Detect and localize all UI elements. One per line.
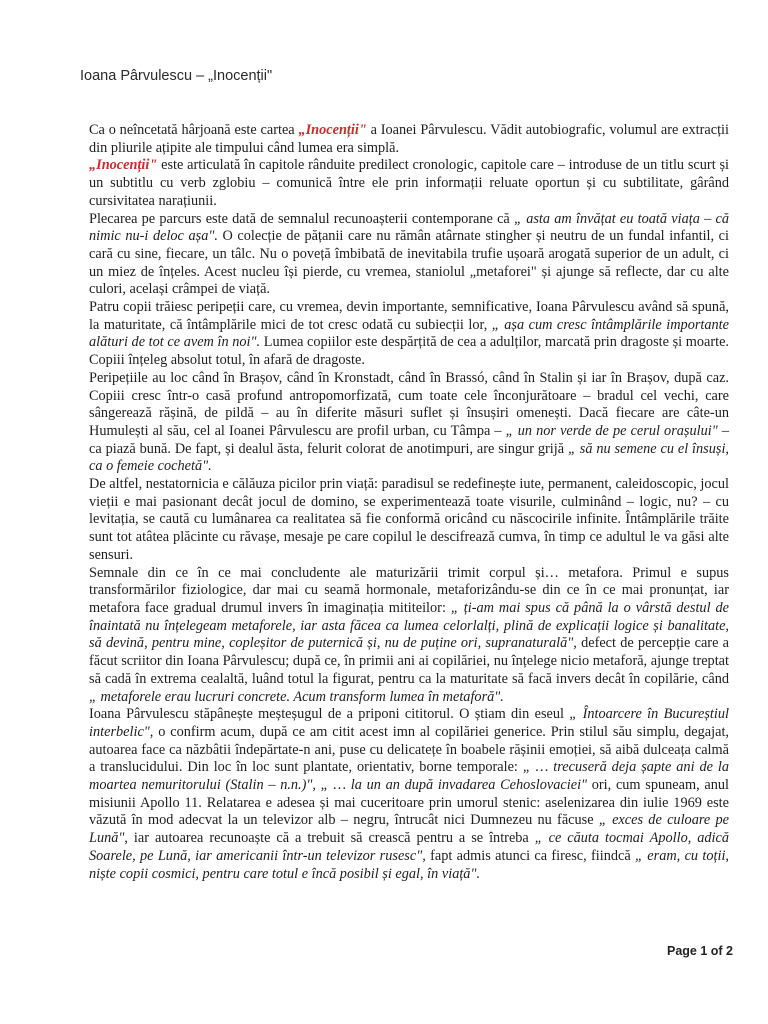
paragraph [89,122,729,157]
paragraph [89,211,729,300]
document-body [89,122,729,883]
paragraph [89,157,729,210]
text-run: , o confirm acum, după ce am citit acest imn al copilăriei generice. Prin stilul său simplu, degajat, autoarea face ca năzbâtii îndepărtate-n ani, puse cu delicatețe în boabele rășinii emoției, să aibă dulceața calmă a translucidului. Din loc în loc sunt plantate, orientativ, borne temporale: [89,723,729,776]
text-run: Plecarea pe parcurs este dată de semnalul recunoașterii contemporane că [89,210,515,227]
book-title-highlight: „Inocenții" [298,122,367,138]
book-title-highlight: „Inocenții" [89,157,158,174]
text-run: ori, cum spuneam, anul misiunii Apollo 11. Relatarea e adesea și mai cuceritoare prin umorul stenic: aselenizarea din iulie 1969 este văzută în mod adecvat la un televizor alb – negru, întrucât nici Dumnezeu nu făcuse [89,777,729,829]
text-run: Semnale din ce în ce mai concludente ale maturizării trimit corpul și… metafora. Primul e supus transformărilor fiziologice, dar mai cu seamă hormonale, metaforizându-se din ce în ce mai pronunțat, iar metafora face gradual drumul invers în imaginația mititeilor: [89,564,729,616]
text-run: De altfel, nestatornicia e călăuza picilor prin viață: paradisul se redefinește iute, permanent, caleidoscopic, jocul vieții e mai pasionant decât jocul de domino, se experimentează toate visurile, culminând – logic, nu? – cu levitația, se caută cu lumânarea ca realitatea să fie conformă oricând cu născocirile infinite. Întâmplările trăite sunt tot atâtea plăcinte cu răvașe, mesaje pe care copilul le descifrează cumva, în timp ce adultul le va găsi alte sensuri. [89,476,729,563]
text-run: Lumea copiilor este despărțită de cea a adulților, marcată prin dragoste și moarte. Copiii înțeleg absolut totul, în afară de dragoste. [89,334,729,369]
paragraph [89,565,729,707]
text-run: O colecție de pățanii care nu rămân atârnate stingher și neutru de un fundal infantil, ci cară cu sine, fiecare, un tâlc. Nu o poveță îmbibată de inevitabila trufie ușoară arogată superior de un adult, ci un miez de înțeles. Acest nucleu își pierde, cu vremea, staniolul „metaforei" și ajunge să reflecte, dar cu alte culori, același crâmpei de viață. [89,228,729,298]
text-run: , iar autoarea recunoaște că a trebuit să crească pentru a se întreba [124,830,535,847]
quotation: „ un nor verde de pe cerul orașului" [505,422,718,439]
page-number: Page 1 of 2 [667,944,733,958]
quotation: „ Întoarcere în Bucureștiul interbelic" [89,706,729,740]
quotation: „ … trecuseră deja șapte ani de la moartea nemuritorului (Stalin – n.n.)", „ … la un an după invadarea Cehoslovaciei" [89,759,729,794]
quotation: „ așa cum cresc întâmplările importante alături de tot ce avem în noi". [89,316,729,351]
text-run: Peripețiile au loc când în Brașov, când în Kronstadt, când în Brassó, când în Stalin și iar în Brașov, după caz. Copiii cresc într-o casă profund antropomorfizată, cum toate cele înconjurătoare – bradul cel vechi, care sângerează rășină, de pildă – au în diferite măsuri suflet și însușiri omenești. Dacă fiecare are câte-un Humulești al său, cel al Ioanei Pârvulescu are profil urban, cu Tâmpa – [89,369,729,439]
text-run: Ioana Pârvulescu stăpânește meșteșugul de a priponi cititorul. O știam din eseul [89,706,570,723]
quotation: „ metaforele erau lucruri concrete. Acum transform lumea în metaforă". [89,688,504,705]
text-run: a Ioanei Pârvulescu. Vădit autobiografic, volumul are extracții din pliurile ațipite ale timpului când lumea era simplă. [89,122,729,156]
quotation: „ ți-am mai spus că până la o vârstă destul de înaintată nu înțelegeam metaforele, iar asta făcea ca lumea celorlalți, plină de explicații logice și banalitate, să devină, pentru mine, copleșitor de puternică și, nu de puține ori, supranaturală", [89,599,729,652]
quotation: „ ce căuta tocmai Apollo, adică Soarele, pe Lună, iar americanii într-un televizor rusesc" [89,830,729,864]
paragraph [89,370,729,476]
quotation: „ exces de culoare pe Lună" [89,812,729,847]
quotation: „ eram, cu toții, niște copii cosmici, pentru care totul e încă posibil și egal, în viață". [89,847,729,882]
paragraph [89,706,729,883]
text-run: – ca piază bună. De fapt, și dealul ăsta, felurit colorat de anotimpuri, are singur grijă [89,422,729,457]
text-run: defect de percepție care a făcut scriitor din Ioana Pârvulescu; după ce, în primii ani ai copilăriei, nu înțelege nicio metaforă, ajunge treptat să cadă în extrema cealaltă, luând totul la figurat, pentru ca la maturitate să facă invers decât în copilărie, când [89,635,730,687]
paragraph [89,299,729,370]
page-title: Ioana Pârvulescu – „Inocenții" [80,68,273,84]
text-run: Ca o neîncetată hârjoană este cartea [89,122,299,138]
text-run: , fapt admis atunci ca firesc, fiindcă [422,847,636,864]
quotation: „ să nu semene cu el însuși, ca o femeie cochetă". [89,440,729,475]
paragraph [89,476,729,565]
quotation: „ asta am învățat eu toată viața – că nimic nu-i deloc așa". [89,210,729,245]
text-run: este articulată în capitole rânduite predilect cronologic, capitole care – introduse de un titlu scurt și un subtitlu cu verb zglobiu – comunică între ele prin informații reluate oportun și cu subtilitate, gârând cursivitatea narațiunii. [89,157,729,209]
text-run: Patru copii trăiesc peripeții care, cu vremea, devin importante, semnificative, Ioana Pârvulescu având să spună, la maturitate, că întâmplările mici de tot cresc odată cu subiecții lor, [89,299,729,333]
